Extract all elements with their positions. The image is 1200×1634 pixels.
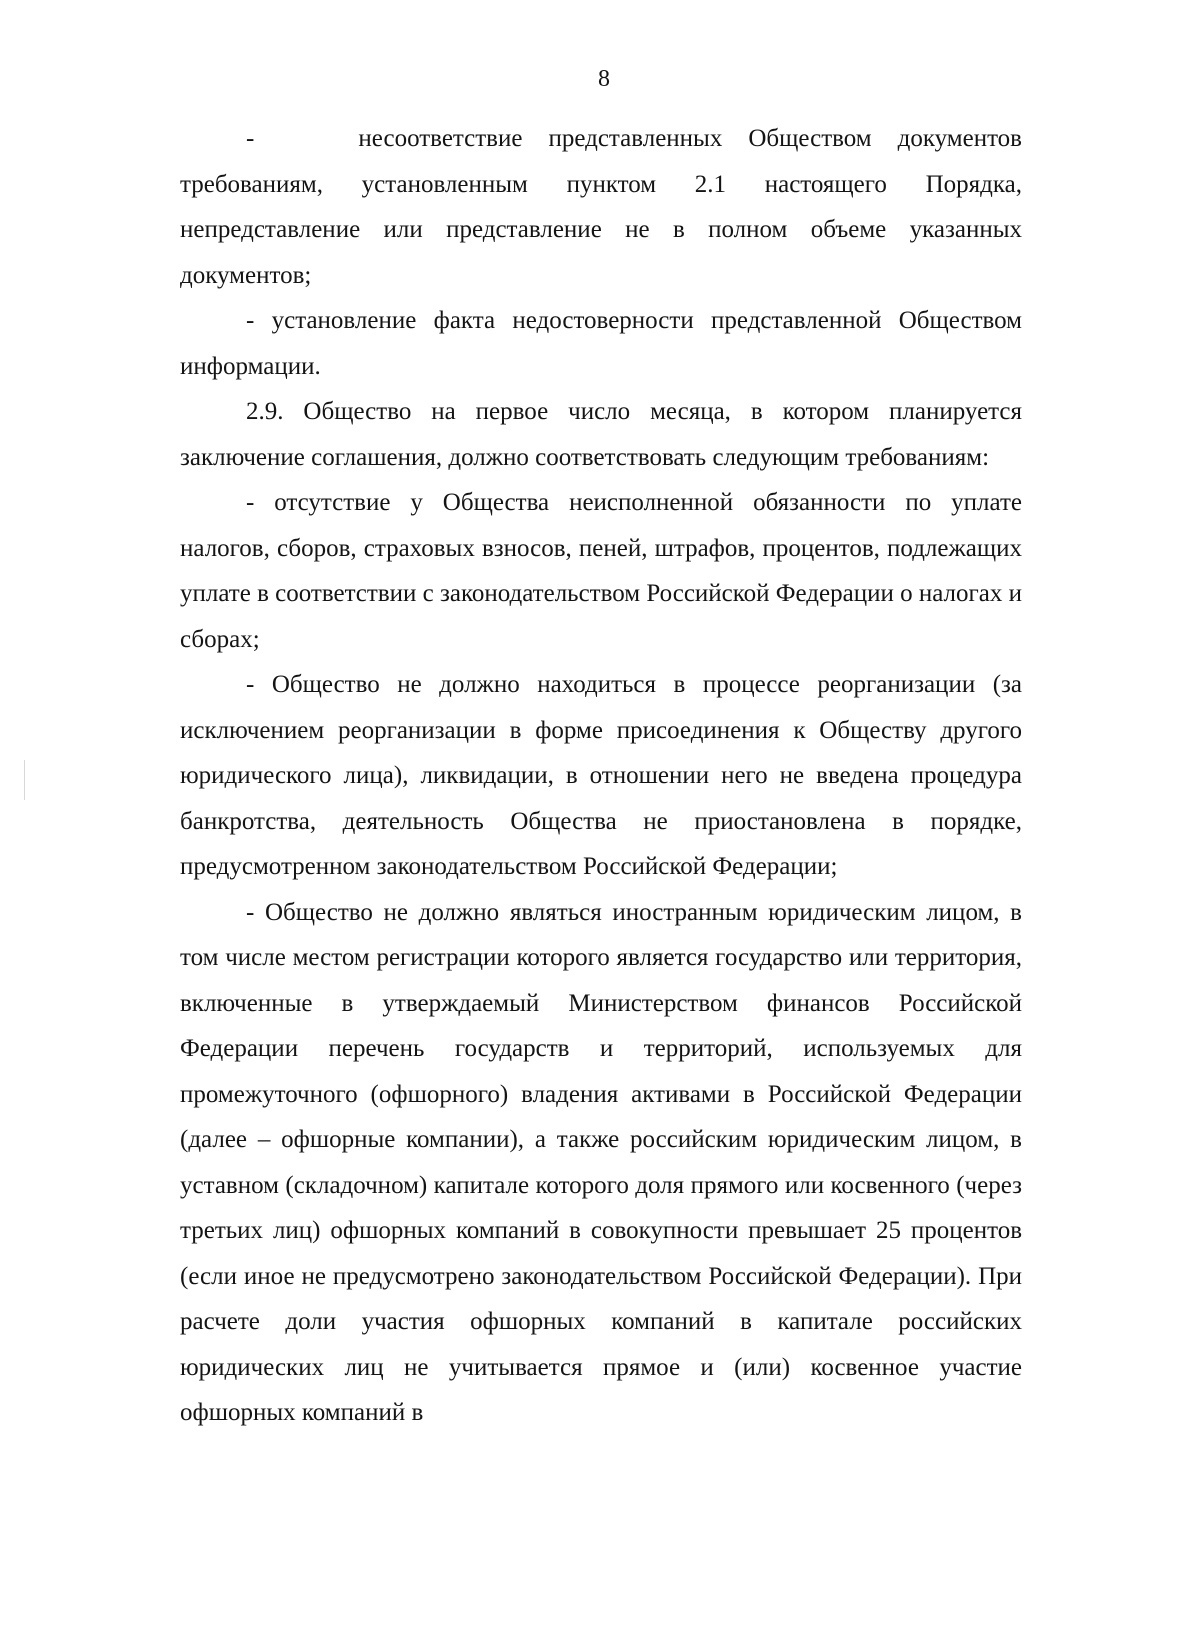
paragraph-document-mismatch: - несоответствие представленных Обществом документов требованиям, установленным пунктом 2.1 настоящего Порядка, непредставление или представление не в полном объеме указанных документов; [180, 125, 1022, 289]
document-body [180, 116, 1022, 1436]
page-number: 8 [598, 66, 610, 92]
paragraph-false-information: - установление факта недостоверности представленной Обществом информации. [180, 307, 1022, 380]
paragraph-no-reorganization: - Общество не должно находиться в процессе реорганизации (за исключением реорганизации в форме присоединения к Обществу другого юридического лица), ликвидации, в отношении него не введена процедура банкротства, деятельность Общества не приостановлена в порядке, предусмотренном законодательством Российской Федерации; [180, 671, 1022, 880]
scan-artifact-mark [24, 760, 25, 800]
paragraph-not-foreign-entity: - Общество не должно являться иностранным юридическим лицом, в том числе местом регистрации которого является государство или территория, включенные в утверждаемый Министерством финансов Российской Федерации перечень государств и территорий, используемых для промежуточного (офшорного) владения активами в Российской Федерации (далее – офшорные компании), а также российским юридическим лицом, в уставном (складочном) капитале которого доля прямого или косвенного (через третьих лиц) офшорных компаний в совокупности превышает 25 процентов (если иное не предусмотрено законодательством Российской Федерации). При расчете доли участия офшорных компаний в капитале российских юридических лиц не учитывается прямое и (или) косвенное участие офшорных компаний в [180, 898, 1022, 1426]
paragraph-no-tax-debt: - отсутствие у Общества неисполненной обязанности по уплате налогов, сборов, страховых взносов, пеней, штрафов, процентов, подлежащих уплате в соответствии с законодательством Российской Федерации о налогах и сборах; [180, 489, 1022, 653]
paragraph-section-2-9: 2.9. Общество на первое число месяца, в котором планируется заключение соглашения, должно соответствовать следующим требованиям: [180, 398, 1022, 471]
